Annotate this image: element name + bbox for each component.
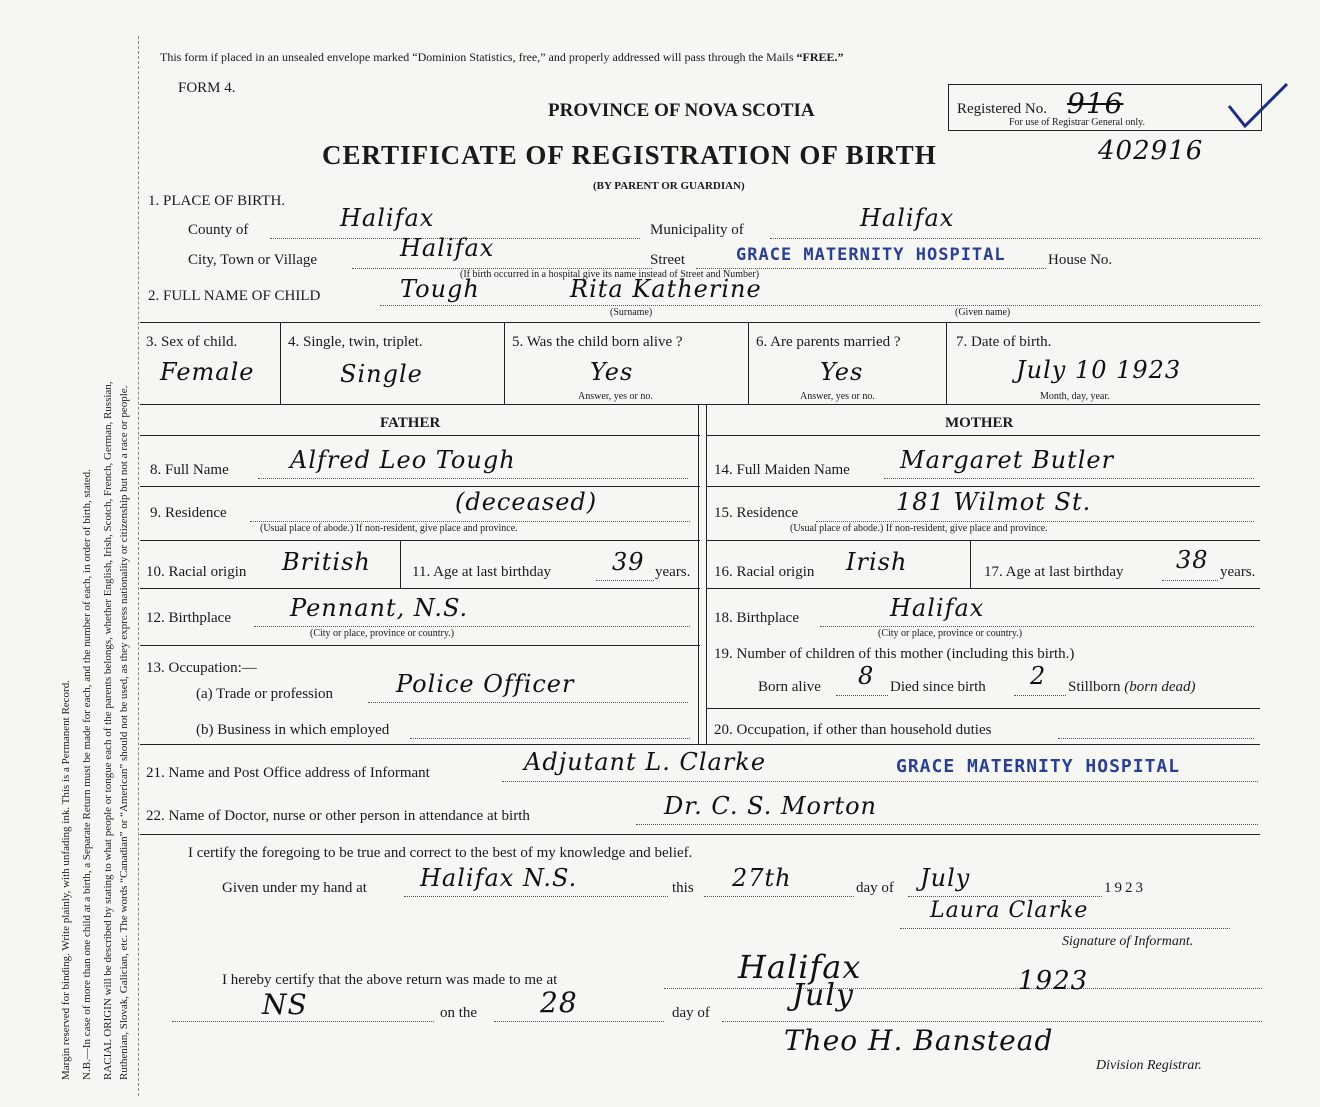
born-alive-count: 8 [858, 662, 875, 690]
doctor-label: 22. Name of Doctor, nurse or other person in attendance at birth [146, 808, 530, 824]
father-birthplace-note: (City or place, province or country.) [310, 628, 455, 639]
registrar-statement: I hereby certify that the above return was made to me at [222, 972, 558, 988]
father-name-label: 8. Full Name [150, 462, 229, 478]
died-since-birth-label: Died since birth [890, 679, 986, 695]
born-alive-count-label: Born alive [758, 679, 821, 695]
margin-note-racial-origin-b: Ruthenian, Slovak, Galician, etc. The words “Canadian” or “American” should not be used, as they express nationality or citizenship but not a race or people. [118, 385, 130, 1080]
informant-address-stamp: GRACE MATERNITY HOSPITAL [896, 756, 1181, 777]
street-stamp: GRACE MATERNITY HOSPITAL [736, 245, 1006, 265]
check-mark-icon [1225, 78, 1295, 133]
place-of-birth-label: 1. PLACE OF BIRTH. [148, 193, 286, 209]
surname-note: (Surname) [610, 307, 653, 318]
stillborn-label: Stillborn (born dead) [1068, 679, 1196, 695]
father-abode-note: (Usual place of abode.) If non-resident, give place and province. [260, 523, 518, 534]
mother-age-label: 17. Age at last birthday [984, 564, 1124, 580]
born-alive-label: 5. Was the child born alive ? [512, 334, 683, 350]
registrar-initials: NS [262, 988, 308, 1021]
trade-label: (a) Trade or profession [196, 686, 334, 702]
mother-abode-note: (Usual place of abode.) If non-resident, give place and province. [790, 523, 1048, 534]
county-label: County of [188, 222, 249, 238]
mother-racial-value: Irish [846, 548, 908, 576]
street-label: Street [650, 252, 685, 268]
mother-residence-label: 15. Residence [714, 505, 799, 521]
registered-number: 916 [1067, 87, 1124, 120]
certify-statement: I certify the foregoing to be true and correct to the best of my knowledge and belief. [188, 845, 693, 861]
child-surname: Tough [400, 275, 480, 303]
given-month: July [920, 864, 971, 892]
mother-racial-label: 16. Racial origin [714, 564, 815, 580]
mother-residence-value: 181 Wilmot St. [896, 488, 1092, 516]
registration-box [948, 84, 1262, 131]
father-heading: FATHER [380, 415, 441, 431]
child-name-label: 2. FULL NAME OF CHILD [148, 288, 321, 304]
municipality-label: Municipality of [650, 222, 744, 238]
registered-label: Registered No. [957, 101, 1047, 117]
children-count-label: 19. Number of children of this mother (including this birth.) [714, 646, 1075, 662]
given-name-note: (Given name) [955, 307, 1011, 318]
sex-label: 3. Sex of child. [146, 334, 238, 350]
given-day-of-label: day of [856, 880, 894, 896]
municipality-value: Halifax [860, 204, 955, 232]
business-label: (b) Business in which employed [196, 722, 390, 738]
father-age-value: 39 [612, 548, 645, 576]
father-racial-value: British [282, 548, 371, 576]
house-number-label: House No. [1048, 252, 1113, 268]
father-birthplace-label: 12. Birthplace [146, 610, 231, 626]
registrar-day: 28 [540, 986, 578, 1019]
mother-birthplace-label: 18. Birthplace [714, 610, 799, 626]
sex-value: Female [160, 358, 255, 386]
on-the-label: on the [440, 1005, 478, 1021]
doctor-name: Dr. C. S. Morton [664, 792, 877, 820]
informant-label: 21. Name and Post Office address of Informant [146, 765, 430, 781]
mail-notice: This form if placed in an unsealed envelope marked “Dominion Statistics, free,” and properly addressed will pass through the Mails “FREE.” [160, 50, 844, 64]
registrar-year: 1923 [1018, 966, 1089, 996]
date-of-birth-label: 7. Date of birth. [956, 334, 1052, 350]
mother-birthplace-note: (City or place, province or country.) [878, 628, 1023, 639]
binding-margin-line [138, 36, 139, 1096]
date-of-birth-note: Month, day, year. [1040, 391, 1110, 402]
plurality-value: Single [340, 360, 423, 388]
father-age-label: 11. Age at last birthday [412, 564, 551, 580]
child-given-name: Rita Katherine [570, 275, 762, 303]
page-title: CERTIFICATE OF REGISTRATION OF BIRTH [322, 140, 937, 170]
informant-name: Adjutant L. Clarke [524, 748, 767, 776]
mother-name-value: Margaret Butler [900, 446, 1115, 474]
mother-birthplace-value: Halifax [890, 594, 985, 622]
given-at-place: Halifax N.S. [420, 864, 578, 892]
city-label: City, Town or Village [188, 252, 318, 268]
born-alive-value: Yes [590, 358, 634, 386]
father-years-label: years. [655, 564, 691, 580]
given-at-label: Given under my hand at [222, 880, 367, 896]
parents-married-value: Yes [820, 358, 864, 386]
margin-note-multiple-births: N.B.—In case of more than one child at a birth, a Separate Return must be made for each, and the number of each, in order of birth, stated. [81, 469, 93, 1080]
registrar-signature: Theo H. Banstead [784, 1024, 1054, 1057]
mother-occupation-label: 20. Occupation, if other than household duties [714, 722, 992, 738]
registrar-signature-label: Division Registrar. [1096, 1058, 1202, 1073]
margin-note-binding: Margin reserved for binding. Write plainly, with unfading ink. This is a Permanent Record. [60, 680, 72, 1080]
province-heading: PROVINCE OF NOVA SCOTIA [548, 100, 815, 121]
mother-years-label: years. [1220, 564, 1256, 580]
died-since-birth-count: 2 [1030, 662, 1047, 690]
mother-age-value: 38 [1176, 546, 1209, 574]
date-of-birth-value: July 10 1923 [1016, 356, 1182, 384]
born-alive-note: Answer, yes or no. [578, 391, 653, 402]
registrar-day-of-label: day of [672, 1005, 710, 1021]
informant-signature-label: Signature of Informant. [1062, 934, 1194, 949]
given-day: 27th [732, 864, 792, 892]
father-racial-label: 10. Racial origin [146, 564, 247, 580]
trade-value: Police Officer [396, 670, 575, 698]
form-number: FORM 4. [178, 80, 236, 96]
city-value: Halifax [400, 234, 495, 262]
hospital-note: (If birth occurred in a hospital give its name instead of Street and Number) [460, 269, 760, 280]
registrar-place: Halifax [738, 948, 862, 986]
registrar-note: For use of Registrar General only. [1009, 117, 1145, 128]
father-name-value: Alfred Leo Tough [290, 446, 516, 474]
mother-heading: MOTHER [945, 415, 1014, 431]
father-residence-value: (deceased) [455, 488, 598, 516]
informant-signature: Laura Clarke [930, 898, 1089, 923]
subtitle: (BY PARENT OR GUARDIAN) [593, 180, 745, 192]
father-residence-label: 9. Residence [150, 505, 227, 521]
father-occupation-label: 13. Occupation:— [146, 660, 257, 676]
plurality-label: 4. Single, twin, triplet. [288, 334, 423, 350]
county-value: Halifax [340, 204, 435, 232]
parents-married-note: Answer, yes or no. [800, 391, 875, 402]
this-label: this [672, 880, 694, 896]
given-year: 1923 [1104, 880, 1146, 896]
file-number: 402916 [1098, 136, 1204, 166]
stillborn-note: (born dead) [1124, 679, 1196, 695]
parents-married-label: 6. Are parents married ? [756, 334, 901, 350]
registrar-month: July [792, 978, 854, 1013]
father-birthplace-value: Pennant, N.S. [290, 594, 469, 622]
margin-note-racial-origin-a: RACIAL ORIGIN will be described by stating to what people or tongue each of the parents belongs, whether English, Irish, Scotch, French, German, Russian, [102, 381, 114, 1080]
mother-name-label: 14. Full Maiden Name [714, 462, 850, 478]
